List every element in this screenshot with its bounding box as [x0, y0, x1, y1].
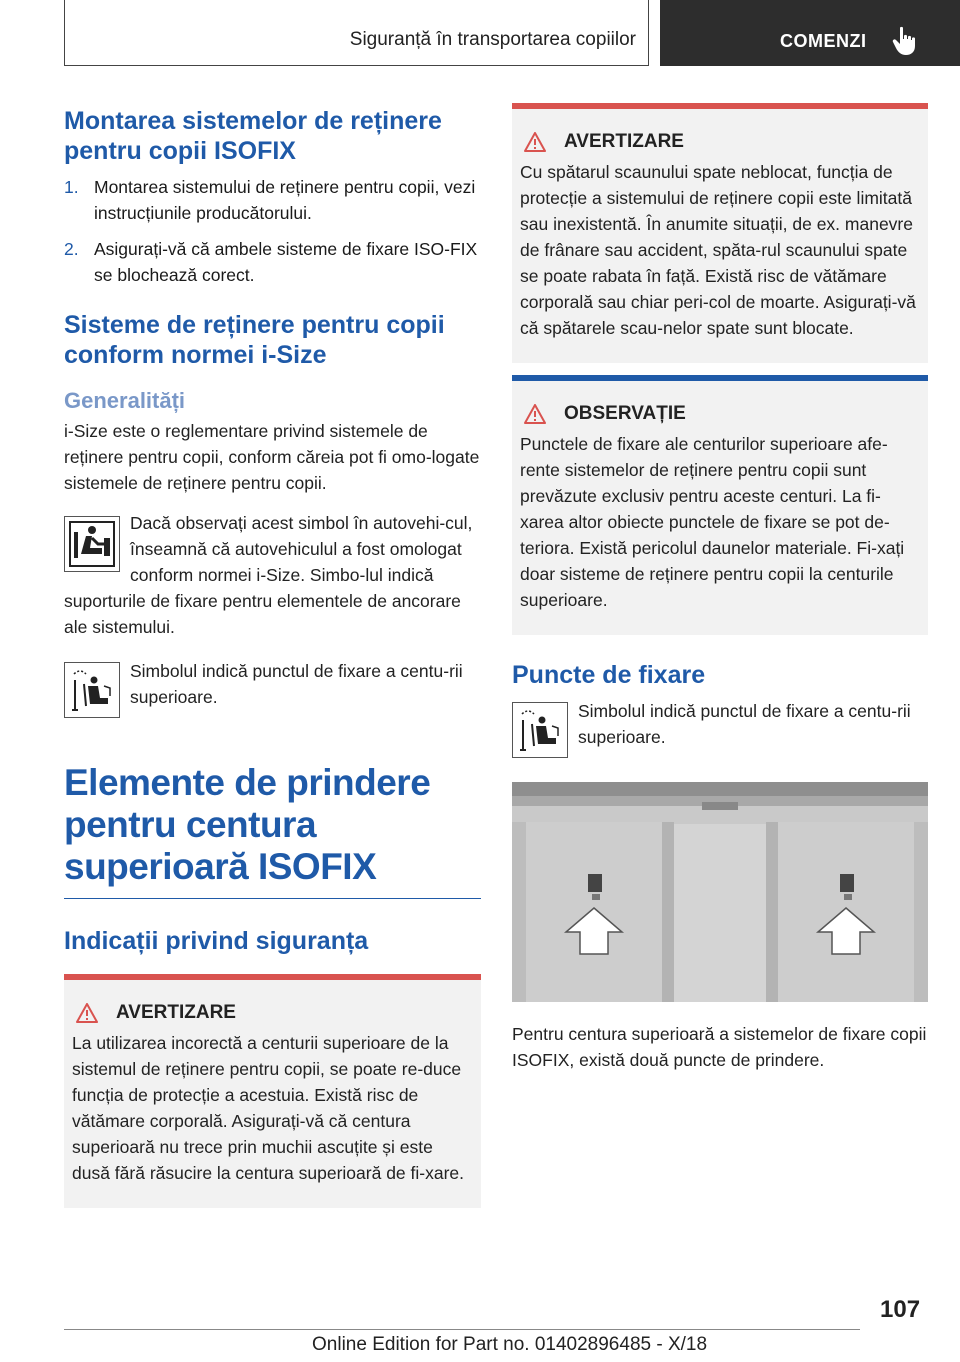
warning-triangle-icon — [524, 132, 546, 152]
step-number: 1. — [64, 177, 79, 197]
warning-box-left — [64, 974, 481, 1208]
page-header — [64, 0, 960, 66]
warning-text: La utilizarea incorectă a centurii superioare de la sistemul de reținere pentru copii, se poate re-duce funcția de protecție a acestuia. Există risc de vătămare corporală. Asigurați-vă că centura superioară nu trece prin muchii ascuțite și este dusă fără răsucire la centura superioară de fi-xare. — [72, 1033, 465, 1183]
warning-text: Cu spătarul scaunului spate neblocat, funcția de protecție a sistemului de reținere copii este limitată sau inexistentă. În anumite situații, de ex. manevre de frânare sau accident, spăta-rul scaunului spate se poate rabata în față. Există risc de vătămare corporală sau chiar peri-col de moarte. Asigurați-vă că spătarele scau-nelor spate sunt blocate. — [520, 162, 916, 338]
warning-title — [524, 131, 920, 153]
anchor-symbol-block — [512, 698, 928, 760]
warning-triangle-icon — [76, 1003, 98, 1023]
heading-safety: Indicații privind siguranța — [64, 927, 369, 955]
warning-title — [76, 1002, 473, 1024]
caution-triangle-icon — [524, 404, 546, 424]
footer-divider — [64, 1329, 860, 1330]
list-item — [64, 174, 481, 226]
paragraph-isize: i-Size este o reglementare privind sistemele de reținere pentru copii, conform căreia pot fi omo-logate sistemele de reținere pentru copii. — [64, 421, 480, 493]
step-text: Montarea sistemului de reținere pentru copii, vezi instrucțiunile producătorului. — [94, 177, 476, 223]
heading-isize: Sisteme de reținere pentru copii conform normei i-Size — [64, 311, 445, 369]
header-section-box — [64, 0, 649, 66]
paragraph-anchor-symbol: Simbolul indică punctul de fixare a centu-rii superioare. — [578, 701, 911, 747]
list-item — [64, 236, 481, 288]
warning-box-right — [512, 103, 928, 363]
note-box-right — [512, 375, 928, 635]
warning-title-text: AVERTIZARE — [116, 1002, 236, 1023]
right-column — [512, 103, 928, 1073]
install-steps — [64, 174, 481, 288]
header-tab-label: COMENZI — [780, 31, 867, 51]
footer-edition: Online Edition for Part no. 01402896485 - X/18 — [312, 1334, 708, 1355]
step-number: 2. — [64, 239, 79, 259]
page-number: 107 — [880, 1296, 921, 1323]
top-tether-icon — [64, 662, 120, 718]
note-text: Punctele de fixare ale centurilor superioare afe-rente sistemelor de reținere pentru copii sunt prevăzute exclusiv pentru aceste centuri. La fi-xarea altor obiecte punctele de fixare se pot de-teriora. Există pericolul daunelor materiale. Fi-xați doar sisteme de reținere pentru copii la centurile superioare. — [520, 434, 905, 610]
heading-anchor-points: Puncte de fixare — [512, 661, 706, 689]
paragraph-top-tether: Simbolul indică punctul de fixare a centu-rii superioare. — [130, 661, 463, 707]
heading-divider — [64, 898, 481, 899]
step-text: Asigurați-vă că ambele sisteme de fixare ISO-FIX se blochează corect. — [94, 239, 478, 285]
anchor-points-photo — [512, 782, 928, 1002]
isize-seat-icon — [64, 516, 120, 572]
heading-isofix-install: Montarea sistemelor de reținere pentru copii ISOFIX — [64, 107, 442, 165]
top-tether-icon — [512, 702, 568, 758]
warning-title-text: AVERTIZARE — [564, 131, 684, 152]
note-title — [524, 403, 920, 425]
note-title-text: OBSERVAȚIE — [564, 403, 686, 424]
heading-general: Generalități — [64, 388, 186, 413]
top-tether-symbol-block — [64, 658, 481, 720]
paragraph-isize-symbol: Dacă observați acest simbol în autovehi-cul, înseamnă că autovehiculul a fost omologat conform normei i-Size. Simbo-lul indică suporturile de fixare pentru elementele de ancorare ale sistemului. — [64, 513, 473, 637]
photo-caption: Pentru centura superioară a sistemelor de fixare copii ISOFIX, există două puncte de prindere. — [512, 1024, 927, 1070]
heading-top-tether-elements: Elemente de prindere pentru centura superioară ISOFIX — [64, 762, 431, 887]
isize-symbol-block — [64, 510, 481, 640]
left-column — [64, 100, 481, 1208]
hand-pointer-icon — [892, 26, 920, 56]
header-tab-comenzi[interactable] — [660, 0, 960, 66]
header-section-title: Siguranță în transportarea copiilor — [349, 29, 636, 50]
